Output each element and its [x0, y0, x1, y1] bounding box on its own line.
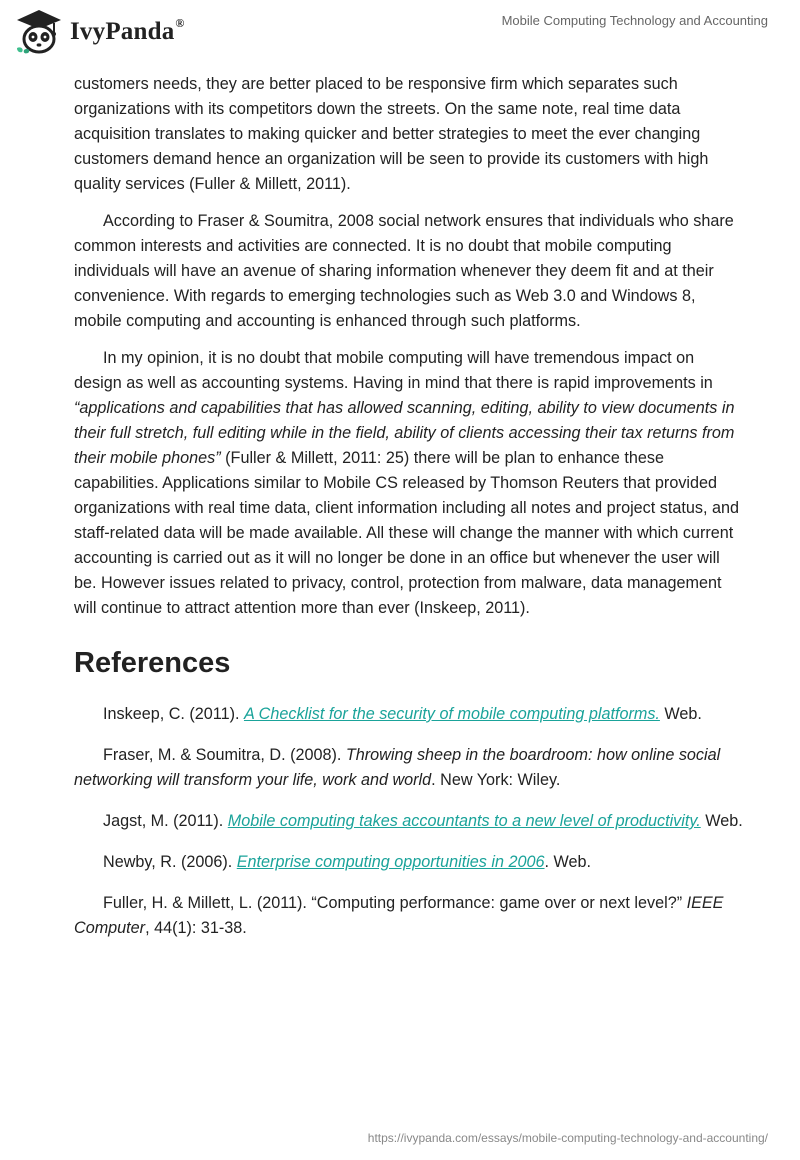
- document-title: Mobile Computing Technology and Accounting: [501, 13, 768, 28]
- page-header: [0, 0, 800, 70]
- paragraph-3-quote: “applications and capabilities that has allowed scanning, editing, ability to view documents in their full stretch, full editing while in the field, ability of clients accessing their tax returns from their mobile phones”: [74, 399, 735, 467]
- brand-logo[interactable]: [14, 8, 185, 54]
- reference-item: Jagst, M. (2011). Mobile computing takes accountants to a new level of productivity. Web.: [103, 812, 743, 830]
- paragraph-3-text-end: (Fuller & Millett, 2011: 25) there will be plan to enhance these capabilities. Applications similar to Mobile CS released by Thomson Reuters that provided organizations with real time data, client information including all notes and project status, and staff-related data will be made available. All these will change the manner with which current accounting is carried out as it will no longer be done in an office but whenever the user will be. However issues related to privacy, control, protection from malware, data management will continue to attract attention more than ever (Inskeep, 2011).: [74, 449, 739, 617]
- reference-link[interactable]: Enterprise computing opportunities in 2006: [236, 853, 545, 871]
- reference-title: Throwing sheep in the boardroom: how online social networking will transform your life, work and world: [74, 746, 721, 789]
- brand-name: IvyPanda®: [70, 16, 185, 45]
- references-heading: References: [74, 647, 231, 679]
- paragraph-2: According to Fraser & Soumitra, 2008 social network ensures that individuals who share common interests and activities are connected. It is no doubt that mobile computing individuals will have an avenue of sharing information whenever they deem fit and at their convenience. With regards to emerging technologies such as Web 3.0 and Windows 8, mobile computing and accounting is enhanced through such platforms.: [74, 212, 734, 330]
- reference-item: Fuller, H. & Millett, L. (2011). “Computing performance: game over or next level?” IEEE Computer, 44(1): 31-38.: [74, 894, 724, 937]
- reference-title: IEEE Computer: [74, 894, 724, 937]
- reference-item: Newby, R. (2006). Enterprise computing opportunities in 2006. Web.: [103, 853, 591, 871]
- paragraph-3-text: In my opinion, it is no doubt that mobile computing will have tremendous impact on design as well as accounting systems. Having in mind that there is rapid improvements in: [74, 349, 713, 392]
- reference-link[interactable]: A Checklist for the security of mobile computing platforms.: [243, 705, 660, 723]
- reference-link[interactable]: Mobile computing takes accountants to a new level of productivity.: [227, 812, 701, 830]
- panda-graduate-icon: [14, 8, 64, 54]
- paragraph-1: customers needs, they are better placed to be responsive firm which separates such organizations with its competitors down the streets. On the same note, real time data acquisition translates to making quicker and better strategies to meet the ever changing customers demand hence an organization will be seen to provide its customers with high quality services (Fuller & Millett, 2011).: [74, 75, 709, 193]
- reference-item: Inskeep, C. (2011). A Checklist for the security of mobile computing platforms. Web.: [103, 705, 702, 723]
- reference-item: Fraser, M. & Soumitra, D. (2008). Throwing sheep in the boardroom: how online social networking will transform your life, work and world. New York: Wiley.: [74, 746, 721, 789]
- paragraph-3: [74, 346, 744, 621]
- essay-content: [74, 72, 744, 957]
- page-url[interactable]: https://ivypanda.com/essays/mobile-computing-technology-and-accounting/: [367, 1131, 768, 1145]
